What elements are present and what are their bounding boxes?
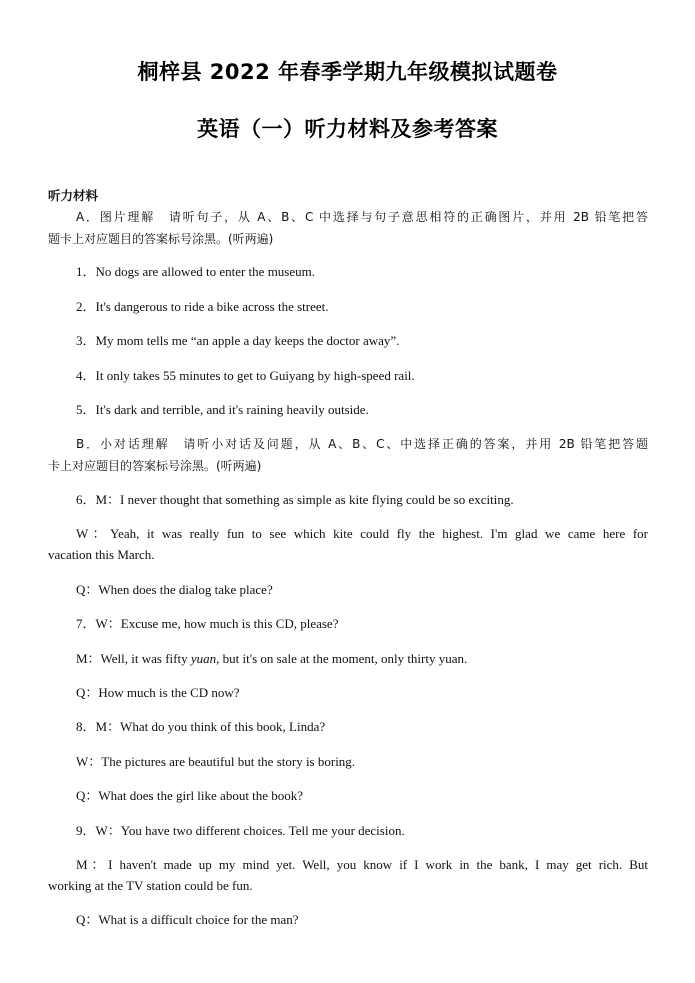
dialog-8-woman: W：The pictures are beautiful but the story is boring. xyxy=(76,754,356,769)
listening-item-4: 4．It only takes 55 minutes to get to Guiyang by high-speed rail. xyxy=(76,368,415,383)
dialog-7-woman: 7．W：Excuse me, how much is this CD, please? xyxy=(76,616,339,631)
part-a-instruction-line-2: 题卡上对应题目的答案标号涂黑。(听两遍) xyxy=(48,232,274,246)
dialog-9-question: Q：What is a difficult choice for the man? xyxy=(76,912,299,927)
dialog-7-man-yuan: yuan, xyxy=(190,651,220,666)
listening-item-1: 1．No dogs are allowed to enter the museum. xyxy=(76,264,315,279)
dialog-6-question: Q：When does the dialog take place? xyxy=(76,582,273,597)
dialog-9-woman: 9．W：You have two different choices. Tell me your decision. xyxy=(76,823,405,838)
part-a-instruction-line-1: A．图片理解 请听句子，从 A、B、C 中选择与句子意思相符的正确图片，并用 2B 铅笔把答 xyxy=(76,210,648,224)
section-heading: 听力材料 xyxy=(48,188,99,203)
listening-item-5: 5．It's dark and terrible, and it's raining heavily outside. xyxy=(76,402,369,417)
dialog-6-woman-line-1: W：Yeah, it was really fun to see which kite could fly the highest. I'm glad we came here for xyxy=(76,526,648,541)
dialog-8-question: Q：What does the girl like about the book? xyxy=(76,788,304,803)
listening-item-3: 3．My mom tells me “an apple a day keeps the doctor away”. xyxy=(76,333,400,348)
dialog-8-man: 8．M：What do you think of this book, Linda? xyxy=(76,719,326,734)
part-b-instruction-line-2: 卡上对应题目的答案标号涂黑。(听两遍) xyxy=(48,459,262,473)
dialog-7-question: Q：How much is the CD now? xyxy=(76,685,240,700)
dialog-9-man-line-1: M：I haven't made up my mind yet. Well, you know if I work in the bank, I may get rich. But xyxy=(76,857,648,872)
dialog-7-man-part-b: but it's on sale at the moment, only thirty yuan. xyxy=(219,651,468,666)
dialog-9-man-line-2: working at the TV station could be fun. xyxy=(48,878,253,893)
dialog-7-man xyxy=(76,650,648,668)
document-title: 桐梓县 2022 年春季学期九年级模拟试题卷 xyxy=(137,60,558,84)
dialog-6-man: 6．M：I never thought that something as simple as kite flying could be so exciting. xyxy=(76,492,514,507)
part-b-instruction-line-1: B．小对话理解 请听小对话及问题，从 A、B、C、中选择正确的答案，并用 2B 铅笔把答题 xyxy=(76,437,648,451)
dialog-6-woman-line-2: vacation this March. xyxy=(48,547,155,562)
listening-item-2: 2．It's dangerous to ride a bike across the street. xyxy=(76,299,329,314)
document-subtitle: 英语（一）听力材料及参考答案 xyxy=(197,117,498,141)
dialog-7-man-part-a: M：Well, it was fifty xyxy=(76,651,191,666)
